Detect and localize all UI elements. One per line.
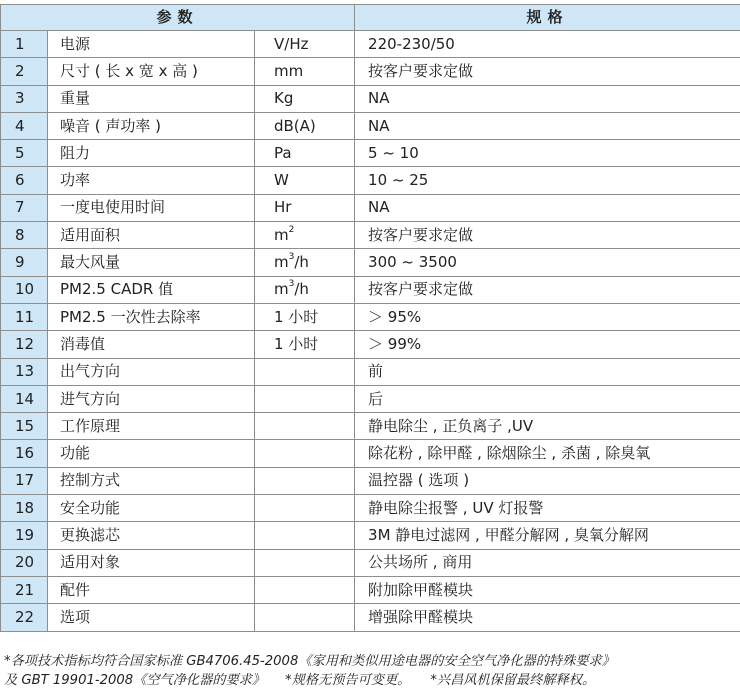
row-param-name: 阻力 — [48, 140, 255, 167]
row-param-name: PM2.5 CADR 值 — [48, 276, 255, 303]
row-spec-value: 300 ~ 3500 — [355, 249, 740, 276]
spec-table-body — [1, 31, 740, 632]
unit-base: m — [274, 253, 289, 272]
row-param-name: 更换滤芯 — [48, 522, 255, 549]
table-row — [1, 58, 740, 85]
table-row — [1, 276, 740, 303]
row-number: 17 — [1, 467, 48, 494]
row-spec-value: 静电除尘 , 正负离子 ,UV — [355, 413, 740, 440]
table-row — [1, 522, 740, 549]
row-unit: V/Hz — [255, 31, 355, 58]
table-row — [1, 303, 740, 330]
row-unit — [255, 440, 355, 467]
table-row — [1, 222, 740, 249]
table-row — [1, 249, 740, 276]
row-number: 15 — [1, 413, 48, 440]
row-number: 2 — [1, 58, 48, 85]
row-unit — [255, 358, 355, 385]
row-param-name: 噪音 ( 声功率 ) — [48, 112, 255, 139]
row-param-name: 一度电使用时间 — [48, 194, 255, 221]
row-param-name: 最大风量 — [48, 249, 255, 276]
table-row — [1, 413, 740, 440]
row-number: 7 — [1, 194, 48, 221]
row-unit: Kg — [255, 85, 355, 112]
row-number: 4 — [1, 112, 48, 139]
row-number: 10 — [1, 276, 48, 303]
row-unit — [255, 467, 355, 494]
row-spec-value: 220-230/50 — [355, 31, 740, 58]
row-spec-value: 按客户要求定做 — [355, 222, 740, 249]
table-row — [1, 140, 740, 167]
row-spec-value: NA — [355, 112, 740, 139]
table-row — [1, 467, 740, 494]
row-spec-value: 10 ~ 25 — [355, 167, 740, 194]
unit-base: m — [274, 225, 289, 244]
table-row — [1, 604, 740, 631]
footnote-standard: *各项技术指标均符合国家标准 GB4706.45-2008《家用和类似用途电器的安全空气净化器的特殊要求》 — [4, 654, 615, 669]
row-param-name: 消毒值 — [48, 331, 255, 358]
row-number: 12 — [1, 331, 48, 358]
header-params: 参数 — [1, 5, 355, 31]
row-unit: W — [255, 167, 355, 194]
row-spec-value: 除花粉 , 除甲醛 , 除烟除尘 , 杀菌 , 除臭氧 — [355, 440, 740, 467]
row-unit — [255, 222, 355, 249]
row-spec-value: ＞ 95% — [355, 303, 740, 330]
row-spec-value: 按客户要求定做 — [355, 58, 740, 85]
table-header-row — [1, 5, 740, 31]
row-param-name: 适用对象 — [48, 549, 255, 576]
row-spec-value: NA — [355, 85, 740, 112]
row-number: 16 — [1, 440, 48, 467]
spec-table — [0, 4, 740, 632]
row-unit — [255, 276, 355, 303]
row-unit: 1 小时 — [255, 331, 355, 358]
footnote-rights: *兴昌风机保留最终解释权。 — [430, 673, 596, 688]
row-spec-value: 增强除甲醛模块 — [355, 604, 740, 631]
table-row — [1, 495, 740, 522]
row-param-name: 出气方向 — [48, 358, 255, 385]
table-row — [1, 331, 740, 358]
footnote-change: *规格无预告可变更。 — [285, 673, 411, 688]
row-unit — [255, 495, 355, 522]
row-unit: Hr — [255, 194, 355, 221]
row-spec-value: 5 ~ 10 — [355, 140, 740, 167]
row-param-name: 尺寸 ( 长 x 宽 x 高 ) — [48, 58, 255, 85]
row-number: 8 — [1, 222, 48, 249]
row-param-name: 功能 — [48, 440, 255, 467]
row-number: 19 — [1, 522, 48, 549]
row-number: 11 — [1, 303, 48, 330]
row-number: 21 — [1, 576, 48, 603]
row-param-name: 电源 — [48, 31, 255, 58]
row-param-name: 安全功能 — [48, 495, 255, 522]
footnote-standard-2: 及 GBT 19901-2008《空气净化器的要求》 — [4, 673, 266, 688]
row-unit: mm — [255, 58, 355, 85]
row-param-name: 重量 — [48, 85, 255, 112]
row-unit — [255, 576, 355, 603]
row-unit: Pa — [255, 140, 355, 167]
row-number: 3 — [1, 85, 48, 112]
row-number: 22 — [1, 604, 48, 631]
table-row — [1, 112, 740, 139]
unit-base: m — [274, 280, 289, 299]
row-number: 5 — [1, 140, 48, 167]
unit-exponent: 3 — [288, 279, 295, 290]
table-row — [1, 385, 740, 412]
row-unit — [255, 522, 355, 549]
unit-suffix: /h — [294, 253, 309, 272]
row-unit — [255, 413, 355, 440]
row-number: 20 — [1, 549, 48, 576]
row-number: 18 — [1, 495, 48, 522]
row-spec-value: 后 — [355, 385, 740, 412]
table-row — [1, 358, 740, 385]
row-param-name: PM2.5 一次性去除率 — [48, 303, 255, 330]
row-spec-value: NA — [355, 194, 740, 221]
row-unit — [255, 604, 355, 631]
row-param-name: 工作原理 — [48, 413, 255, 440]
unit-exponent: 2 — [288, 224, 295, 235]
table-row — [1, 85, 740, 112]
row-number: 6 — [1, 167, 48, 194]
row-unit — [255, 249, 355, 276]
row-unit — [255, 549, 355, 576]
row-spec-value: 温控器 ( 选项 ) — [355, 467, 740, 494]
row-param-name: 选项 — [48, 604, 255, 631]
table-row — [1, 440, 740, 467]
row-param-name: 功率 — [48, 167, 255, 194]
row-spec-value: 静电除尘报警 , UV 灯报警 — [355, 495, 740, 522]
footnotes — [4, 652, 615, 690]
row-unit: 1 小时 — [255, 303, 355, 330]
row-spec-value: 3M 静电过滤网 , 甲醛分解网 , 臭氧分解网 — [355, 522, 740, 549]
row-param-name: 控制方式 — [48, 467, 255, 494]
row-number: 1 — [1, 31, 48, 58]
header-specs: 规格 — [355, 5, 740, 31]
row-spec-value: 按客户要求定做 — [355, 276, 740, 303]
row-spec-value: 附加除甲醛模块 — [355, 576, 740, 603]
unit-suffix: /h — [294, 280, 309, 299]
row-spec-value: ＞ 99% — [355, 331, 740, 358]
table-row — [1, 167, 740, 194]
row-number: 9 — [1, 249, 48, 276]
row-unit — [255, 385, 355, 412]
row-param-name: 配件 — [48, 576, 255, 603]
table-row — [1, 31, 740, 58]
table-row — [1, 194, 740, 221]
row-number: 14 — [1, 385, 48, 412]
row-spec-value: 前 — [355, 358, 740, 385]
footnote-line2 — [4, 671, 615, 690]
row-spec-value: 公共场所 , 商用 — [355, 549, 740, 576]
table-row — [1, 549, 740, 576]
row-number: 13 — [1, 358, 48, 385]
row-param-name: 适用面积 — [48, 222, 255, 249]
row-param-name: 进气方向 — [48, 385, 255, 412]
table-row — [1, 576, 740, 603]
unit-exponent: 3 — [288, 252, 295, 263]
row-unit: dB(A) — [255, 112, 355, 139]
